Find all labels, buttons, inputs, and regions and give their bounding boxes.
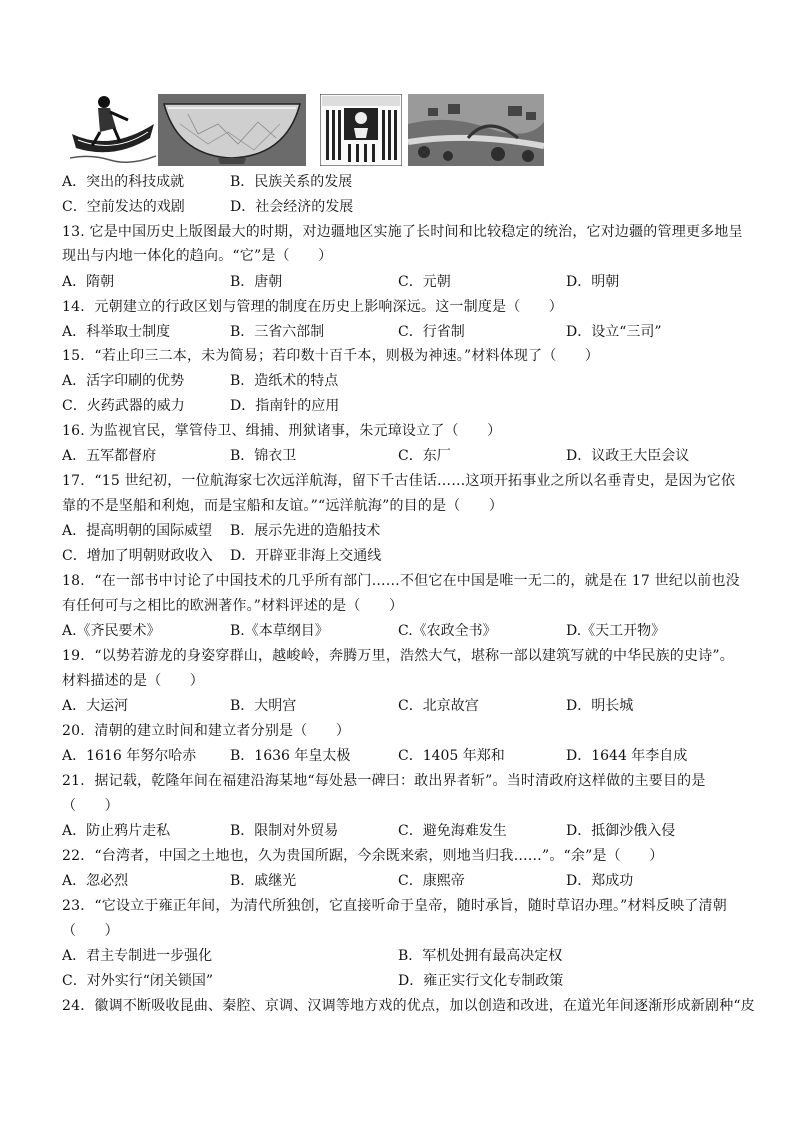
q13-stem-line1: 13. 它是中国历史上版图最大的时期，对边疆地区实施了长时间和比较稳定的统治，它对边疆的管理更多地呈: [62, 224, 743, 240]
q17-option-d: D．开辟亚非海上交通线: [230, 548, 382, 564]
q21-stem-line2: （ ）: [62, 798, 119, 814]
q24-stem-line1: 24．徽调不断吸收昆曲、秦腔、京调、汉调等地方戏的优点，加以创造和改进，在道光年间逐渐形成新剧种“皮: [62, 998, 755, 1014]
q23-option-c: C．对外实行“闭关锁国”: [62, 973, 214, 989]
q15-option-d: D．指南针的应用: [230, 398, 340, 414]
q22-option-c: C．康熙帝: [398, 873, 465, 889]
q23-option-a: A．君主专制进一步强化: [62, 948, 213, 964]
q22-option-d: D．郑成功: [566, 873, 634, 889]
q18-option-b: B.《本草纲目》: [230, 623, 329, 639]
q17-option-c: C．增加了明朝财政收入: [62, 548, 213, 564]
figure-print-advertisement: [320, 94, 402, 166]
q21-option-d: D．抵御沙俄入侵: [566, 823, 676, 839]
q16-option-b: B．锦衣卫: [230, 448, 297, 464]
q16-option-c: C．东厂: [398, 448, 451, 464]
q19-stem-line1: 19．“以势若游龙的身姿穿群山，越峻岭，奔腾万里，浩然大气，堪称一部以建筑写就的中华民族的史诗”。: [62, 648, 734, 664]
q17-option-b: B．展示先进的造船技术: [230, 523, 381, 539]
q21-option-c: C．避免海难发生: [398, 823, 507, 839]
q18-stem-line1: 18．“在一部书中讨论了中国技术的几乎所有部门……不但它在中国是唯一无二的，就是在 17 世纪以前也没: [62, 573, 740, 589]
q14-option-b: B．三省六部制: [230, 324, 325, 340]
q13-option-b: B．唐朝: [230, 274, 283, 290]
q15-option-b: B．造纸术的特点: [230, 373, 339, 389]
q18-stem-line2: 有任何可与之相比的欧洲著作。”材料评述的是（ ）: [62, 598, 404, 614]
q14-option-d: D．设立“三司”: [566, 324, 662, 340]
q12-option-a: A．突出的科技成就: [62, 174, 185, 190]
q19-option-d: D．明长城: [566, 698, 634, 714]
q23-option-b: B．军机处拥有最高决定权: [398, 948, 563, 964]
q14-option-a: A．科举取士制度: [62, 324, 171, 340]
q13-option-a: A．隋朝: [62, 274, 115, 290]
q22-stem-line1: 22．“台湾者，中国之土地也，久为贵国所踞，今余既来索，则地当归我……”。“余”是（ ）: [62, 848, 664, 864]
q17-stem-line2: 靠的不是坚船和利炮，而是宝船和友谊。”“远洋航海”的目的是（ ）: [62, 498, 504, 514]
q12-option-d: D．社会经济的发展: [230, 199, 354, 215]
q15-stem-line1: 15．“若止印三二本，未为简易；若印数十百千本，则极为神速。”材料体现了（ ）: [62, 348, 600, 364]
q15-option-c: C．火药武器的威力: [62, 398, 185, 414]
q21-option-b: B．限制对外贸易: [230, 823, 339, 839]
q19-stem-line2: 材料描述的是（ ）: [62, 673, 204, 689]
figure-city-scene: [408, 94, 544, 166]
q20-option-a: A．1616 年努尔哈赤: [62, 748, 197, 764]
question-12-images: [70, 94, 550, 166]
q17-stem-line1: 17．“15 世纪初，一位航海家七次远洋航海，留下千古佳话……这项开拓事业之所以名垂青史，是因为它依: [62, 473, 736, 489]
q16-option-d: D．议政王大臣会议: [566, 448, 690, 464]
q13-stem-line2: 现出与内地一体化的趋向。“它”是（ ）: [62, 248, 333, 264]
q23-stem-line1: 23．“它设立于雍正年间，为清代所独创，它直接听命于皇帝，随时承旨，随时草诏办理。”材料反映了清朝: [62, 898, 727, 914]
q22-option-b: B．戚继光: [230, 873, 297, 889]
q23-stem-line2: （ ）: [62, 923, 119, 939]
q17-option-a: A．提高明朝的国际威望: [62, 523, 213, 539]
q20-stem-line1: 20．清朝的建立时间和建立者分别是（ ）: [62, 723, 351, 739]
figure-boat-woodcut: [70, 94, 156, 166]
q12-option-c: C．空前发达的戏剧: [62, 199, 185, 215]
q22-option-a: A．忽必烈: [62, 873, 129, 889]
q20-option-b: B．1636 年皇太极: [230, 748, 351, 764]
q20-option-d: D．1644 年李自成: [566, 748, 688, 764]
q19-option-a: A．大运河: [62, 698, 129, 714]
q13-option-c: C．元朝: [398, 274, 451, 290]
q18-option-c: C.《农政全书》: [398, 623, 497, 639]
q15-option-a: A．活字印刷的优势: [62, 373, 185, 389]
q16-stem-line1: 16. 为监视官民，掌管侍卫、缉捕、刑狱诸事，朱元璋设立了（ ）: [62, 423, 502, 439]
q14-option-c: C．行省制: [398, 324, 465, 340]
q21-option-a: A．防止鸦片走私: [62, 823, 171, 839]
q16-option-a: A．五军都督府: [62, 448, 157, 464]
q18-option-a: A.《齐民要术》: [62, 623, 161, 639]
q14-stem-line1: 14．元朝建立的行政区划与管理的制度在历史上影响深远。这一制度是（ ）: [62, 299, 564, 315]
q19-option-c: C．北京故宫: [398, 698, 479, 714]
q13-option-d: D．明朝: [566, 274, 620, 290]
q20-option-c: C．1405 年郑和: [398, 748, 505, 764]
q23-option-d: D．雍正实行文化专制政策: [398, 973, 564, 989]
q18-option-d: D.《天工开物》: [566, 623, 666, 639]
q21-stem-line1: 21．据记载，乾隆年间在福建沿海某地“每处悬一碑曰：敢出界者斩”。当时清政府这样做的主要目的是: [62, 773, 706, 789]
q12-option-b: B．民族关系的发展: [230, 174, 353, 190]
q19-option-b: B．大明宫: [230, 698, 297, 714]
figure-porcelain-bowl: [158, 94, 306, 166]
